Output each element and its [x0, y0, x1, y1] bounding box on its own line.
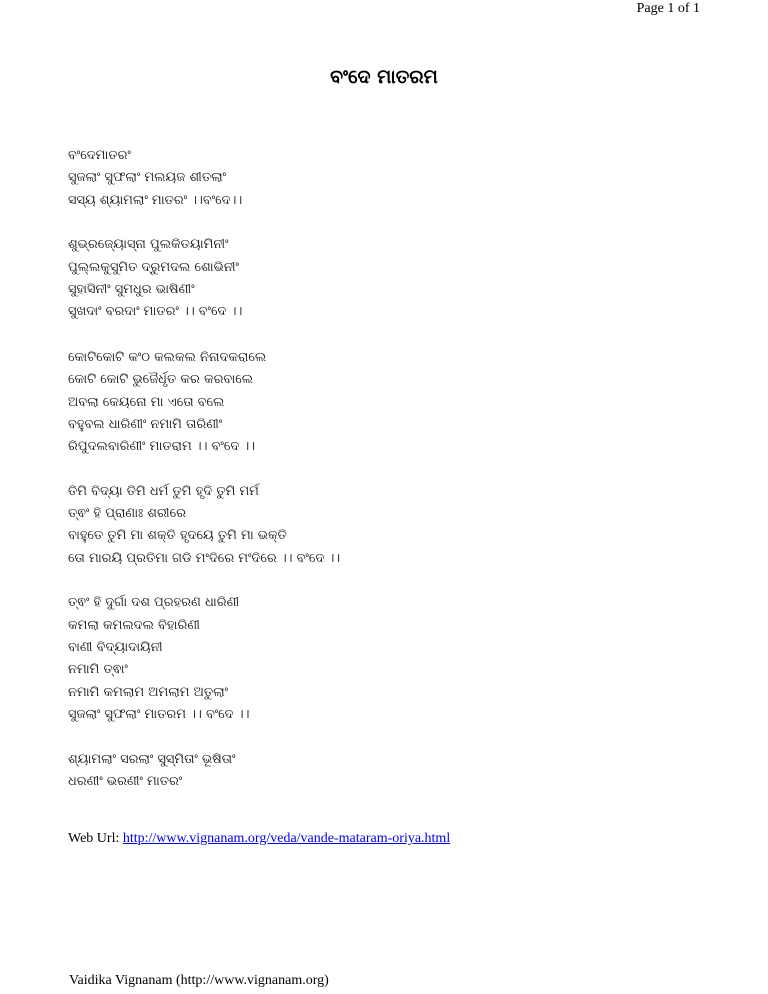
web-url	[68, 831, 450, 847]
verse-line: ସସ୍ୟ ଶ୍ୟାମଲାଂ ମାତରଂ ।।ବଂଦେ।।	[68, 192, 243, 208]
verse-line: ତ୍ଵଂ ହି ପ୍ରାଣାଃ ଶରୀରେ	[68, 506, 187, 522]
verse-line: ଶୁଭ୍ରଜ୍ୟୋସ୍ନା ପୁଲକିତୟାମିନୀଂ	[68, 237, 229, 253]
verse-line: ସୁହାସିନୀଂ ସୁମଧୁର ଭାଷିଣୀଂ	[68, 281, 195, 297]
verse-line: ବଂଦେମାତରଂ	[68, 148, 131, 163]
stanza	[68, 234, 708, 324]
verse-line: କୋଟିକୋଟି କଂଠ କଲକଲ ନିନାଦକରାଲେ	[68, 349, 267, 365]
stanza	[68, 145, 708, 212]
verse-line: ସୁଖଦାଂ ବରଦାଂ ମାତରଂ ।। ବଂଦେ ।।	[68, 304, 243, 320]
verse-line: ତିମି ବିଦ୍ୟା ତିମି ଧର୍ମ ତୁମି ହୃଦି ତୁମି ମର୍ମ	[68, 483, 259, 499]
stanza	[68, 592, 708, 726]
page-number: Page 1 of 1	[636, 1, 700, 16]
verse-line: କମଲା କମଲଦଲ ବିହାରିଣୀ	[68, 617, 200, 633]
verse-line: ବହୁବଲ ଧାରିଣୀଂ ନମାମି ତାରିଣୀଂ	[68, 416, 223, 432]
footer-text: Vaidika Vignanam (http://www.vignanam.org)	[69, 973, 329, 988]
stanza	[68, 749, 708, 794]
stanza	[68, 347, 708, 459]
verse-line: ତ୍ଵଂ ହି ଦୁର୍ଗା ଦଶ ପ୍ରହରଣ ଧାରିଣୀ	[68, 595, 240, 611]
verse-line: ସୁଜଲାଂ ସୁଫଲାଂ ମାତରମ ।। ବଂଦେ ।।	[68, 707, 250, 723]
verses-body	[68, 145, 708, 815]
verse-line: ଧରଣୀଂ ଭରଣୀଂ ମାତରଂ	[68, 773, 183, 789]
verse-line: ଶ୍ୟାମଲାଂ ସରଲାଂ ସୁସ୍ମିତାଂ ଭୂଷିତାଂ	[68, 751, 236, 767]
verse-line: କୋଟି କୋଟି ଭୁଜୈର୍ଧୃତ କର କରବାଲେ	[68, 372, 254, 388]
verse-line: ନମାମି ତ୍ଵାଂ	[68, 662, 128, 678]
verse-line: ସୁଜଲାଂ ସୁଫଲାଂ ମଲୟଜ ଶୀତଲାଂ	[68, 170, 226, 186]
web-url-link[interactable]: http://www.vignanam.org/veda/vande-mataram-oriya.html	[122, 831, 451, 846]
verse-line: ବାହୁତେ ତୁମି ମା ଶକ୍ତି ହୃଦୟେ ତୁମି ମା ଭକ୍ତି	[68, 528, 287, 544]
verse-line: ତୋ ମାରୟି ପ୍ରତିମା ଗଡି ମଂଦିରେ ମଂଦିରେ ।। ବଂଦେ ।।	[68, 550, 341, 566]
web-url-label: Web Url:	[68, 831, 120, 846]
verse-line: ବାଣୀ ବିଦ୍ୟାଦାୟିନୀ	[68, 640, 163, 656]
page-title: ବଂଦେ ମାତରମ	[330, 66, 438, 88]
verse-line: ରିପୁଦଲବାରିଣୀଂ ମାତରାମ ।। ବଂଦେ ।।	[68, 439, 256, 455]
verse-line: ଅବଲା କେୟନୋ ମା ଏତୋ ବଲେ	[68, 394, 225, 410]
stanza	[68, 481, 708, 571]
verse-line: ନମାମି କମଲାମ ଅମଲାମ ଅତୁଲାଂ	[68, 684, 229, 700]
verse-line: ପୁଲ୍ଲକୁସୁମିତ ଦ୍ରୁମଦଲ ଶୋଭିନୀଂ	[68, 259, 239, 275]
